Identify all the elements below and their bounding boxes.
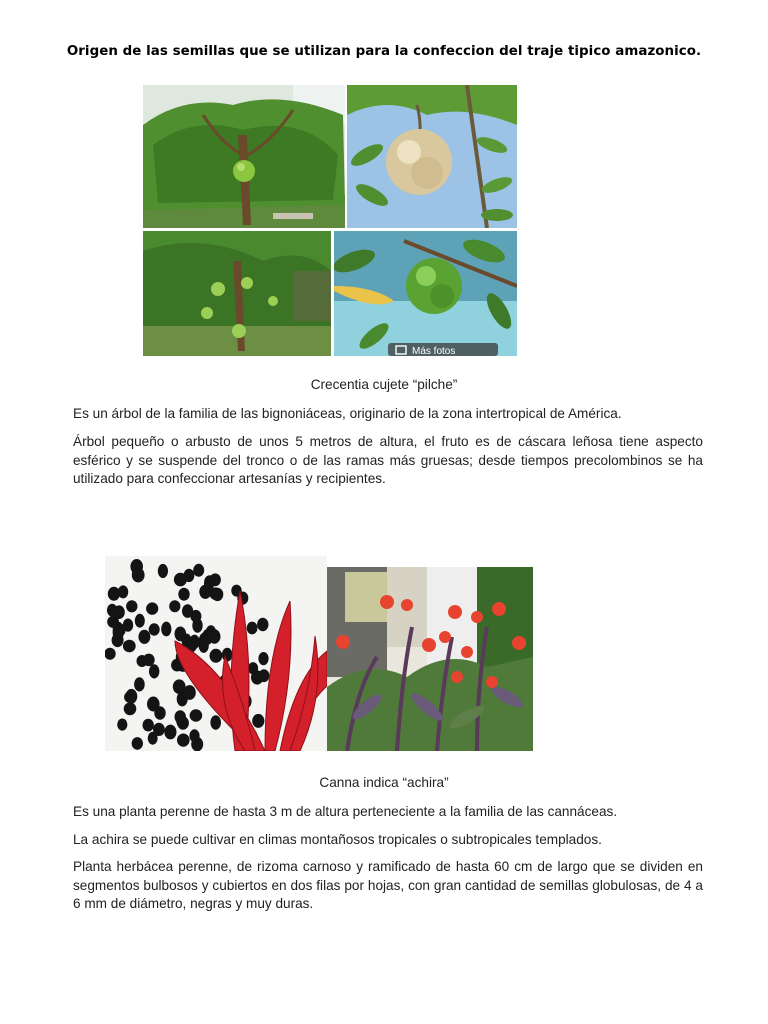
section2-caption: Canna indica “achira” [319, 775, 449, 790]
seed [164, 725, 176, 740]
seed [135, 614, 145, 628]
seed [222, 648, 233, 662]
section2-paragraph-3: Planta herbácea perenne, de rizoma carnoso y ramificado de hasta 60 cm de largo que se dividen en segmentos bulbosos y cubiertos en dos filas por hojas, con gran cantidad de semillas globulosas, de 4 a 6 mm de diámetro, negras y muy duras. [73, 859, 703, 911]
section2-paragraph-1: Es una planta perenne de hasta 3 m de altura perteneciente a la familia de las cannáceas. [73, 804, 618, 819]
more-photos-label: Más fotos [412, 346, 456, 356]
seed [117, 719, 127, 731]
green-gourd-fruit-photo [334, 231, 517, 356]
seed [132, 737, 143, 750]
seed [174, 573, 187, 587]
gourd-tree-garden-photo [143, 231, 331, 356]
seed [247, 622, 258, 635]
seed [210, 649, 223, 663]
section1-paragraph-2: Árbol pequeño o arbusto de unos 5 metros de altura, el fruto es de cáscara leñosa tiene aspecto esférico y se suspende del tronco o de las ramas más gruesas; desde tiempos precolombinos se ha utilizado para confeccionar artesanías y recipientes. [73, 434, 703, 486]
seed [143, 654, 155, 667]
seed [175, 627, 187, 642]
canna-flowers-photo [327, 567, 533, 751]
round-gourd-fruit-photo [347, 85, 517, 228]
seed [149, 664, 159, 678]
seed [161, 622, 171, 637]
seed [258, 669, 269, 682]
section2-paragraph-2: La achira se puede cultivar en climas montañosos tropicales o subtropicales templados. [73, 832, 602, 847]
seed [149, 623, 160, 635]
seed [154, 706, 165, 720]
seed [134, 677, 145, 691]
seed [177, 734, 190, 747]
seed [126, 689, 138, 704]
document-title: Origen de las semillas que se utilizan para la confeccion del traje tipico amazonico. [66, 44, 702, 59]
seed [252, 714, 264, 728]
seed [206, 625, 217, 640]
seed [118, 585, 128, 598]
seed [258, 652, 268, 665]
seed [113, 605, 124, 619]
seed [158, 564, 168, 578]
seed [257, 618, 268, 631]
seed [176, 715, 187, 727]
seed [169, 600, 180, 612]
seed [143, 719, 154, 732]
seed [153, 723, 165, 736]
seed [138, 630, 150, 644]
seed [130, 559, 143, 574]
seed [189, 729, 199, 742]
seed [190, 709, 203, 721]
section1-caption: Crecentia cujete “pilche” [310, 377, 458, 392]
black-seeds-red-leaf-photo [105, 556, 327, 751]
tree-with-gourd-photo [143, 85, 345, 228]
seed [199, 585, 211, 599]
seed [123, 640, 136, 653]
seed [190, 610, 201, 623]
seed [126, 600, 137, 612]
seed [178, 588, 189, 601]
seed [173, 679, 186, 694]
seed [123, 619, 133, 632]
seed [210, 715, 221, 729]
seed [146, 602, 158, 614]
section1-paragraph-1: Es un árbol de la familia de las bignoniáceas, originario de la zona intertropical de América. [73, 406, 622, 421]
seed [124, 702, 137, 715]
seed [193, 564, 204, 577]
